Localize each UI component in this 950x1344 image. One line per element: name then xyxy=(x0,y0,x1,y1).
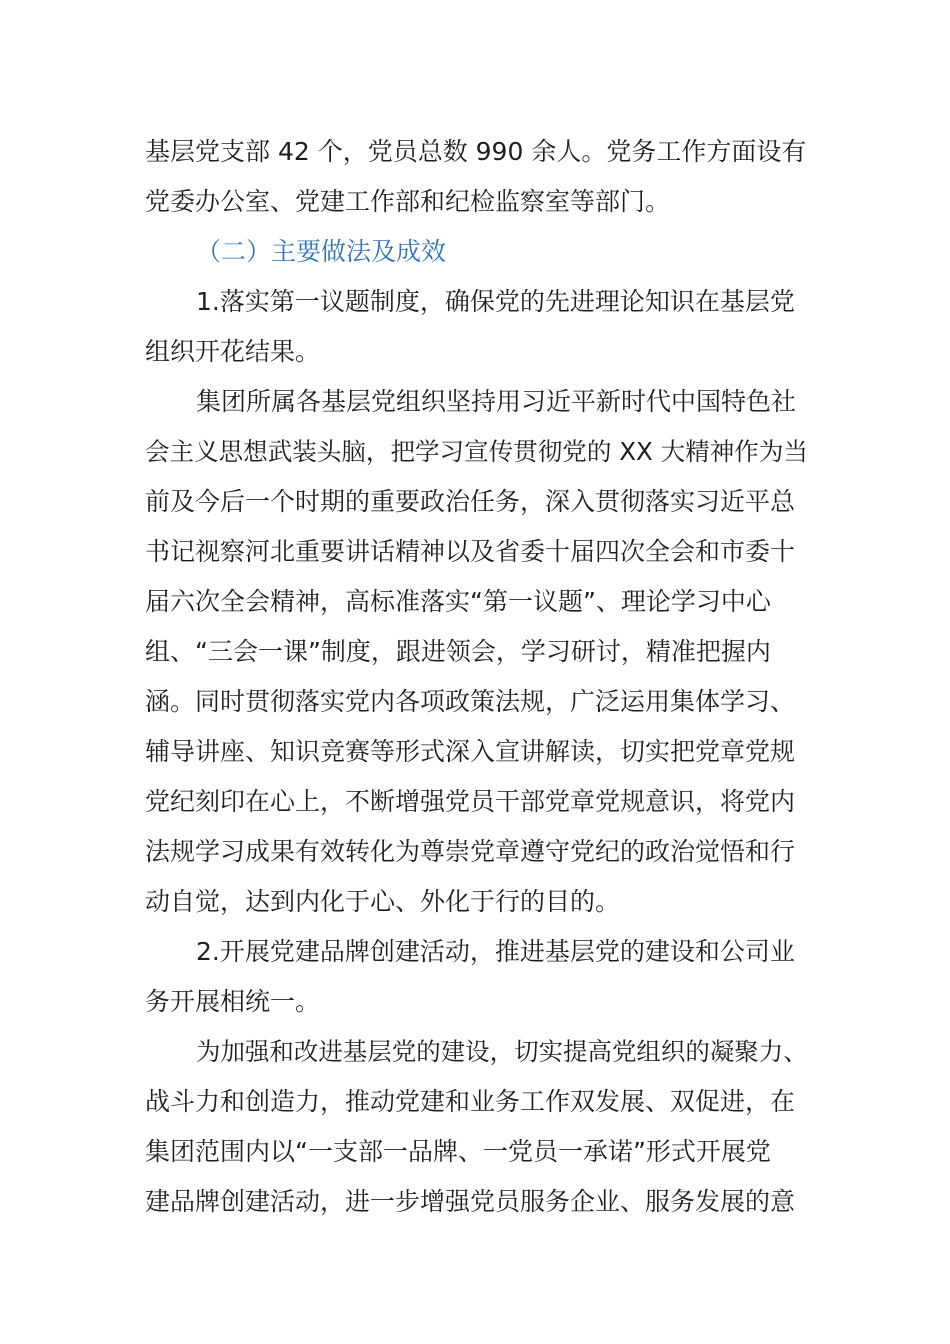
body-line: 集团范围内以“一支部一品牌、一党员一承诺”形式开展党 xyxy=(145,1137,771,1166)
paragraph-first-line: 为加强和改进基层党的建设，切实提高党组织的凝聚力、 xyxy=(196,1037,808,1066)
body-line: 动自觉，达到内化于心、外化于行的目的。 xyxy=(145,887,621,916)
numbered-item: 2.开展党建品牌创建活动，推进基层党的建设和公司业 xyxy=(196,937,795,966)
body-line: 组、“三会一课”制度，跟进领会，学习研讨，精准把握内 xyxy=(145,637,771,666)
body-line: 务开展相统一。 xyxy=(145,987,321,1016)
body-line: 书记视察河北重要讲话精神以及省委十届四次全会和市委十 xyxy=(145,537,796,566)
section-heading: （二）主要做法及成效 xyxy=(196,237,447,266)
body-line: 法规学习成果有效转化为尊崇党章遵守党纪的政治觉悟和行 xyxy=(145,837,796,866)
numbered-item: 1.落实第一议题制度，确保党的先进理论知识在基层党 xyxy=(196,287,795,316)
body-line: 基层党支部 42 个，党员总数 990 余人。党务工作方面设有 xyxy=(145,137,807,166)
body-line: 党纪刻印在心上，不断增强党员干部党章党规意识，将党内 xyxy=(145,787,796,816)
paragraph-first-line: 集团所属各基层党组织坚持用习近平新时代中国特色社 xyxy=(196,387,797,416)
body-line: 党委办公室、党建工作部和纪检监察室等部门。 xyxy=(145,187,671,216)
body-line: 建品牌创建活动，进一步增强党员服务企业、服务发展的意 xyxy=(145,1187,796,1216)
body-line: 辅导讲座、知识竞赛等形式深入宣讲解读，切实把党章党规 xyxy=(145,737,796,766)
body-line: 届六次全会精神，高标准落实“第一议题”、理论学习中心 xyxy=(145,587,771,616)
body-line: 组织开花结果。 xyxy=(145,337,321,366)
body-line: 战斗力和创造力，推动党建和业务工作双发展、双促进，在 xyxy=(145,1087,796,1116)
body-line: 会主义思想武装头脑，把学习宣传贯彻党的 XX 大精神作为当 xyxy=(145,437,808,466)
body-line: 前及今后一个时期的重要政治任务，深入贯彻落实习近平总 xyxy=(145,487,796,516)
body-line: 涵。同时贯彻落实党内各项政策法规，广泛运用集体学习、 xyxy=(145,687,796,716)
